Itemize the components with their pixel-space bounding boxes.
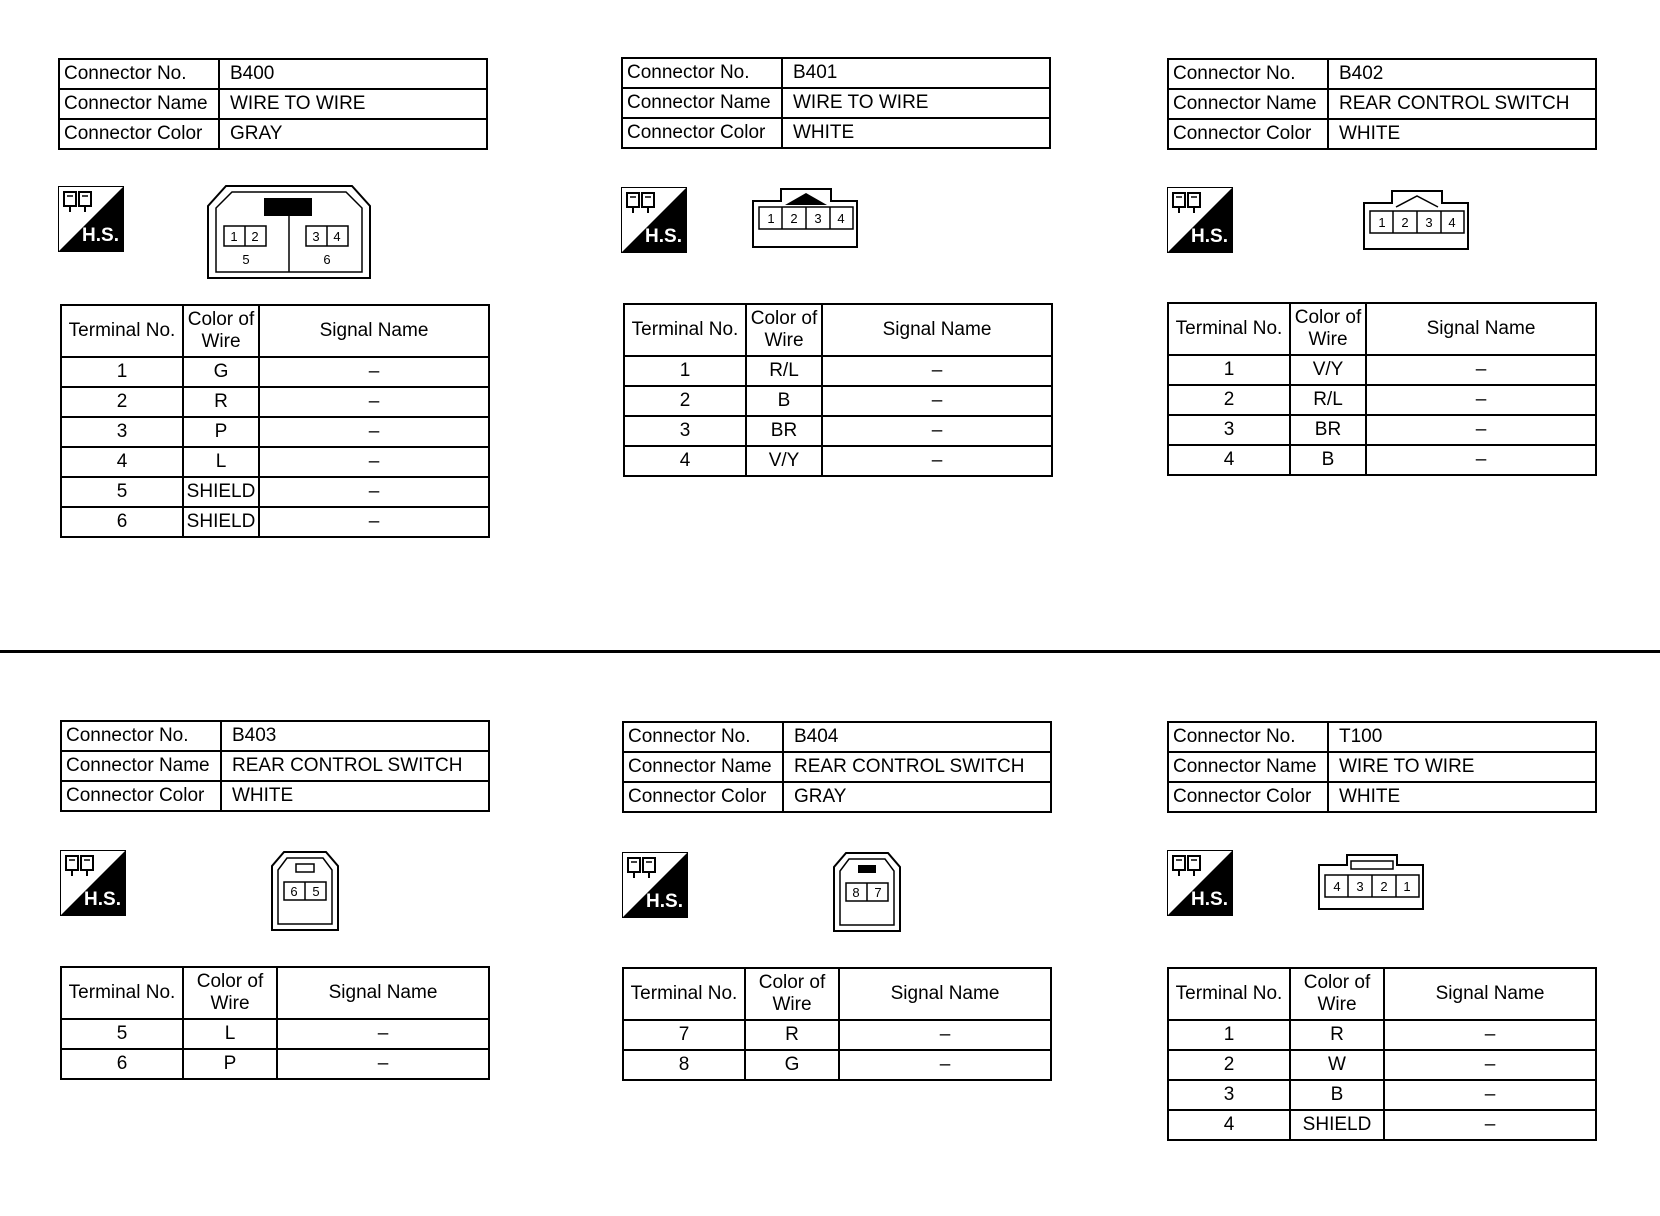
connector-name-label: Connector Name xyxy=(61,751,221,781)
connector-name-label: Connector Name xyxy=(1168,89,1328,119)
connector-block-b401 xyxy=(621,57,1051,471)
terminal-no-cell: 6 xyxy=(61,507,183,537)
signal-name-cell: – xyxy=(1384,1110,1596,1140)
info-row xyxy=(59,59,487,89)
signal-name-cell: – xyxy=(1384,1050,1596,1080)
connector-no-label: Connector No. xyxy=(622,58,782,88)
wire-color-cell: G xyxy=(745,1050,839,1080)
pin-label: 5 xyxy=(312,884,320,899)
connector-name-value: WIRE TO WIRE xyxy=(219,89,487,119)
signal-name-cell: – xyxy=(1366,385,1596,415)
terminal-table xyxy=(1167,302,1597,476)
connector-face-diagram xyxy=(1362,189,1472,251)
table-row xyxy=(1168,1020,1596,1050)
connector-info-table xyxy=(622,721,1052,813)
harness-side-icon xyxy=(621,187,687,253)
harness-side-icon xyxy=(622,852,688,918)
header-text: Color of xyxy=(750,308,818,329)
connector-color-value: WHITE xyxy=(221,781,489,811)
pin-label: 8 xyxy=(852,885,860,900)
pin-label: 1 xyxy=(230,229,238,244)
wire-color-cell: B xyxy=(1290,1080,1384,1110)
signal-name-cell: – xyxy=(839,1050,1051,1080)
signal-name-cell: – xyxy=(259,357,489,387)
wire-color-cell: W xyxy=(1290,1050,1384,1080)
table-row xyxy=(61,477,489,507)
connector-name-value: WIRE TO WIRE xyxy=(1328,752,1596,782)
wire-color-cell: R xyxy=(745,1020,839,1050)
terminal-no-cell: 3 xyxy=(1168,415,1290,445)
wire-color-header xyxy=(183,305,259,357)
connector-no-label: Connector No. xyxy=(1168,722,1328,752)
terminal-no-cell: 3 xyxy=(61,417,183,447)
header-text: Color of xyxy=(758,972,826,993)
hs-label: H.S. xyxy=(84,889,121,910)
wire-color-header xyxy=(1290,303,1366,355)
header-text: Wire xyxy=(201,331,241,352)
wire-color-cell: R/L xyxy=(746,356,822,386)
pin-label: 6 xyxy=(323,252,331,267)
pin-label: 7 xyxy=(874,885,882,900)
connector-color-label: Connector Color xyxy=(623,782,783,812)
connector-color-label: Connector Color xyxy=(61,781,221,811)
table-row xyxy=(1168,1050,1596,1080)
table-row xyxy=(61,1049,489,1079)
info-row xyxy=(623,782,1051,812)
table-row xyxy=(623,1050,1051,1080)
hs-label: H.S. xyxy=(1191,889,1228,910)
connector-name-value: REAR CONTROL SWITCH xyxy=(783,752,1051,782)
signal-name-header: Signal Name xyxy=(822,304,1052,356)
info-row xyxy=(623,752,1051,782)
signal-name-cell: – xyxy=(277,1049,489,1079)
connector-color-value: GRAY xyxy=(783,782,1051,812)
connector-no-value: B401 xyxy=(782,58,1050,88)
connector-no-label: Connector No. xyxy=(623,722,783,752)
terminal-no-cell: 5 xyxy=(61,477,183,507)
pin-label: 4 xyxy=(1333,879,1341,894)
info-row xyxy=(61,721,489,751)
table-row xyxy=(61,357,489,387)
wire-color-cell: V/Y xyxy=(746,446,822,476)
signal-name-cell: – xyxy=(1366,355,1596,385)
connector-color-label: Connector Color xyxy=(1168,119,1328,149)
signal-name-cell: – xyxy=(259,507,489,537)
connector-no-label: Connector No. xyxy=(1168,59,1328,89)
header-text: Color of xyxy=(196,971,264,992)
terminal-no-cell: 4 xyxy=(1168,445,1290,475)
terminal-table xyxy=(622,967,1052,1081)
info-row xyxy=(1168,89,1596,119)
terminal-no-cell: 2 xyxy=(61,387,183,417)
info-row xyxy=(59,119,487,149)
connector-color-label: Connector Color xyxy=(1168,782,1328,812)
signal-name-cell: – xyxy=(822,416,1052,446)
wire-color-cell: R xyxy=(183,387,259,417)
header-text: Wire xyxy=(764,330,804,351)
pin-label: 2 xyxy=(1380,879,1388,894)
table-row xyxy=(61,1019,489,1049)
connector-color-value: GRAY xyxy=(219,119,487,149)
terminal-no-cell: 1 xyxy=(624,356,746,386)
hs-label: H.S. xyxy=(646,891,683,912)
table-row xyxy=(624,386,1052,416)
pin-label: 2 xyxy=(1401,215,1409,230)
connector-info-table xyxy=(1167,721,1597,813)
info-row xyxy=(59,89,487,119)
table-row xyxy=(624,416,1052,446)
pin-label: 1 xyxy=(767,211,775,226)
terminal-no-cell: 3 xyxy=(624,416,746,446)
header-text: Wire xyxy=(1308,329,1348,350)
harness-side-icon xyxy=(58,186,124,252)
terminal-no-cell: 4 xyxy=(61,447,183,477)
signal-name-cell: – xyxy=(259,387,489,417)
terminal-no-cell: 5 xyxy=(61,1019,183,1049)
pin-label: 5 xyxy=(242,252,250,267)
signal-name-cell: – xyxy=(839,1020,1051,1050)
table-row xyxy=(1168,385,1596,415)
table-row xyxy=(624,446,1052,476)
pin-label: 4 xyxy=(1448,215,1456,230)
header-text: Wire xyxy=(210,993,250,1014)
terminal-table xyxy=(60,304,490,538)
connector-name-value: REAR CONTROL SWITCH xyxy=(1328,89,1596,119)
info-row xyxy=(1168,782,1596,812)
section-divider xyxy=(0,650,1660,653)
info-row xyxy=(623,722,1051,752)
header-text: Color of xyxy=(1294,307,1362,328)
table-row xyxy=(1168,415,1596,445)
connector-name-label: Connector Name xyxy=(623,752,783,782)
signal-name-cell: – xyxy=(259,447,489,477)
signal-name-header: Signal Name xyxy=(259,305,489,357)
table-row xyxy=(624,356,1052,386)
signal-name-header: Signal Name xyxy=(839,968,1051,1020)
table-row xyxy=(1168,445,1596,475)
wire-color-cell: G xyxy=(183,357,259,387)
connector-name-label: Connector Name xyxy=(622,88,782,118)
pin-label: 1 xyxy=(1403,879,1411,894)
signal-name-cell: – xyxy=(1366,445,1596,475)
terminal-no-cell: 1 xyxy=(61,357,183,387)
info-row xyxy=(622,118,1050,148)
info-row xyxy=(1168,722,1596,752)
pin-label: 4 xyxy=(333,229,341,244)
connector-info-table xyxy=(58,58,488,150)
terminal-no-cell: 8 xyxy=(623,1050,745,1080)
connector-no-value: B403 xyxy=(221,721,489,751)
wire-color-cell: R xyxy=(1290,1020,1384,1050)
connector-color-value: WHITE xyxy=(782,118,1050,148)
connector-no-value: B400 xyxy=(219,59,487,89)
terminal-no-header: Terminal No. xyxy=(61,305,183,357)
pin-label: 2 xyxy=(790,211,798,226)
connector-color-label: Connector Color xyxy=(622,118,782,148)
pin-label: 1 xyxy=(1378,215,1386,230)
wire-color-cell: B xyxy=(746,386,822,416)
info-row xyxy=(622,88,1050,118)
terminal-no-header: Terminal No. xyxy=(1168,303,1290,355)
connector-no-value: B402 xyxy=(1328,59,1596,89)
signal-name-cell: – xyxy=(1366,415,1596,445)
signal-name-cell: – xyxy=(259,417,489,447)
wire-color-cell: L xyxy=(183,447,259,477)
terminal-no-cell: 1 xyxy=(1168,355,1290,385)
table-row xyxy=(61,387,489,417)
connector-info-table xyxy=(1167,58,1597,150)
terminal-no-cell: 2 xyxy=(624,386,746,416)
connector-block-b403 xyxy=(60,720,490,1074)
wire-color-cell: L xyxy=(183,1019,277,1049)
connector-no-label: Connector No. xyxy=(61,721,221,751)
connector-block-b400 xyxy=(58,58,488,532)
connector-face-diagram xyxy=(832,851,902,933)
pin-label: 6 xyxy=(290,884,298,899)
connector-color-value: WHITE xyxy=(1328,119,1596,149)
signal-name-cell: – xyxy=(822,446,1052,476)
pin-label: 3 xyxy=(1356,879,1364,894)
header-text: Color of xyxy=(187,309,255,330)
terminal-no-cell: 7 xyxy=(623,1020,745,1050)
connector-info-table xyxy=(60,720,490,812)
signal-name-cell: – xyxy=(822,356,1052,386)
connector-block-t100 xyxy=(1167,721,1597,1135)
table-row xyxy=(61,417,489,447)
signal-name-cell: – xyxy=(277,1019,489,1049)
connector-name-label: Connector Name xyxy=(59,89,219,119)
signal-name-header: Signal Name xyxy=(277,967,489,1019)
connector-no-value: B404 xyxy=(783,722,1051,752)
wire-color-cell: P xyxy=(183,1049,277,1079)
harness-side-icon xyxy=(1167,850,1233,916)
connector-block-b402 xyxy=(1167,58,1597,470)
wire-color-header xyxy=(745,968,839,1020)
wire-color-cell: V/Y xyxy=(1290,355,1366,385)
header-text: Wire xyxy=(772,994,812,1015)
connector-face-diagram xyxy=(206,184,372,280)
wire-color-cell: BR xyxy=(746,416,822,446)
harness-side-icon xyxy=(1167,187,1233,253)
terminal-no-cell: 3 xyxy=(1168,1080,1290,1110)
terminal-no-header: Terminal No. xyxy=(624,304,746,356)
terminal-no-cell: 6 xyxy=(61,1049,183,1079)
wire-color-cell: SHIELD xyxy=(183,477,259,507)
wire-color-cell: SHIELD xyxy=(183,507,259,537)
info-row xyxy=(61,751,489,781)
terminal-no-cell: 1 xyxy=(1168,1020,1290,1050)
terminal-no-cell: 4 xyxy=(1168,1110,1290,1140)
info-row xyxy=(1168,119,1596,149)
info-row xyxy=(622,58,1050,88)
connector-info-table xyxy=(621,57,1051,149)
signal-name-cell: – xyxy=(822,386,1052,416)
table-row xyxy=(61,507,489,537)
connector-block-b404 xyxy=(622,721,1052,1075)
pin-label: 2 xyxy=(251,229,259,244)
pin-label: 4 xyxy=(837,211,845,226)
wire-color-cell: BR xyxy=(1290,415,1366,445)
info-row xyxy=(61,781,489,811)
hs-label: H.S. xyxy=(1191,226,1228,247)
connector-no-value: T100 xyxy=(1328,722,1596,752)
signal-name-cell: – xyxy=(1384,1080,1596,1110)
info-row xyxy=(1168,752,1596,782)
wire-color-cell: P xyxy=(183,417,259,447)
table-row xyxy=(61,447,489,477)
terminal-no-header: Terminal No. xyxy=(61,967,183,1019)
signal-name-header: Signal Name xyxy=(1366,303,1596,355)
table-row xyxy=(1168,355,1596,385)
wire-color-cell: R/L xyxy=(1290,385,1366,415)
pin-label: 3 xyxy=(1425,215,1433,230)
connector-face-diagram xyxy=(751,187,861,249)
terminal-no-cell: 2 xyxy=(1168,385,1290,415)
wire-color-cell: B xyxy=(1290,445,1366,475)
connector-face-diagram xyxy=(1317,853,1427,911)
signal-name-cell: – xyxy=(1384,1020,1596,1050)
terminal-no-header: Terminal No. xyxy=(623,968,745,1020)
wire-color-header xyxy=(746,304,822,356)
wire-color-cell: SHIELD xyxy=(1290,1110,1384,1140)
harness-side-icon xyxy=(60,850,126,916)
connector-color-label: Connector Color xyxy=(59,119,219,149)
wire-color-header xyxy=(1290,968,1384,1020)
header-text: Wire xyxy=(1317,994,1357,1015)
terminal-table xyxy=(1167,967,1597,1141)
connector-no-label: Connector No. xyxy=(59,59,219,89)
table-row xyxy=(1168,1110,1596,1140)
terminal-no-cell: 2 xyxy=(1168,1050,1290,1080)
pin-label: 3 xyxy=(814,211,822,226)
signal-name-header: Signal Name xyxy=(1384,968,1596,1020)
pin-label: 3 xyxy=(312,229,320,244)
hs-label: H.S. xyxy=(82,225,119,246)
connector-face-diagram xyxy=(270,850,340,932)
terminal-table xyxy=(60,966,490,1080)
hs-label: H.S. xyxy=(645,226,682,247)
header-text: Color of xyxy=(1303,972,1371,993)
terminal-table xyxy=(623,303,1053,477)
terminal-no-cell: 4 xyxy=(624,446,746,476)
connector-color-value: WHITE xyxy=(1328,782,1596,812)
connector-name-value: REAR CONTROL SWITCH xyxy=(221,751,489,781)
info-row xyxy=(1168,59,1596,89)
connector-name-label: Connector Name xyxy=(1168,752,1328,782)
wire-color-header xyxy=(183,967,277,1019)
table-row xyxy=(623,1020,1051,1050)
terminal-no-header: Terminal No. xyxy=(1168,968,1290,1020)
signal-name-cell: – xyxy=(259,477,489,507)
table-row xyxy=(1168,1080,1596,1110)
connector-name-value: WIRE TO WIRE xyxy=(782,88,1050,118)
